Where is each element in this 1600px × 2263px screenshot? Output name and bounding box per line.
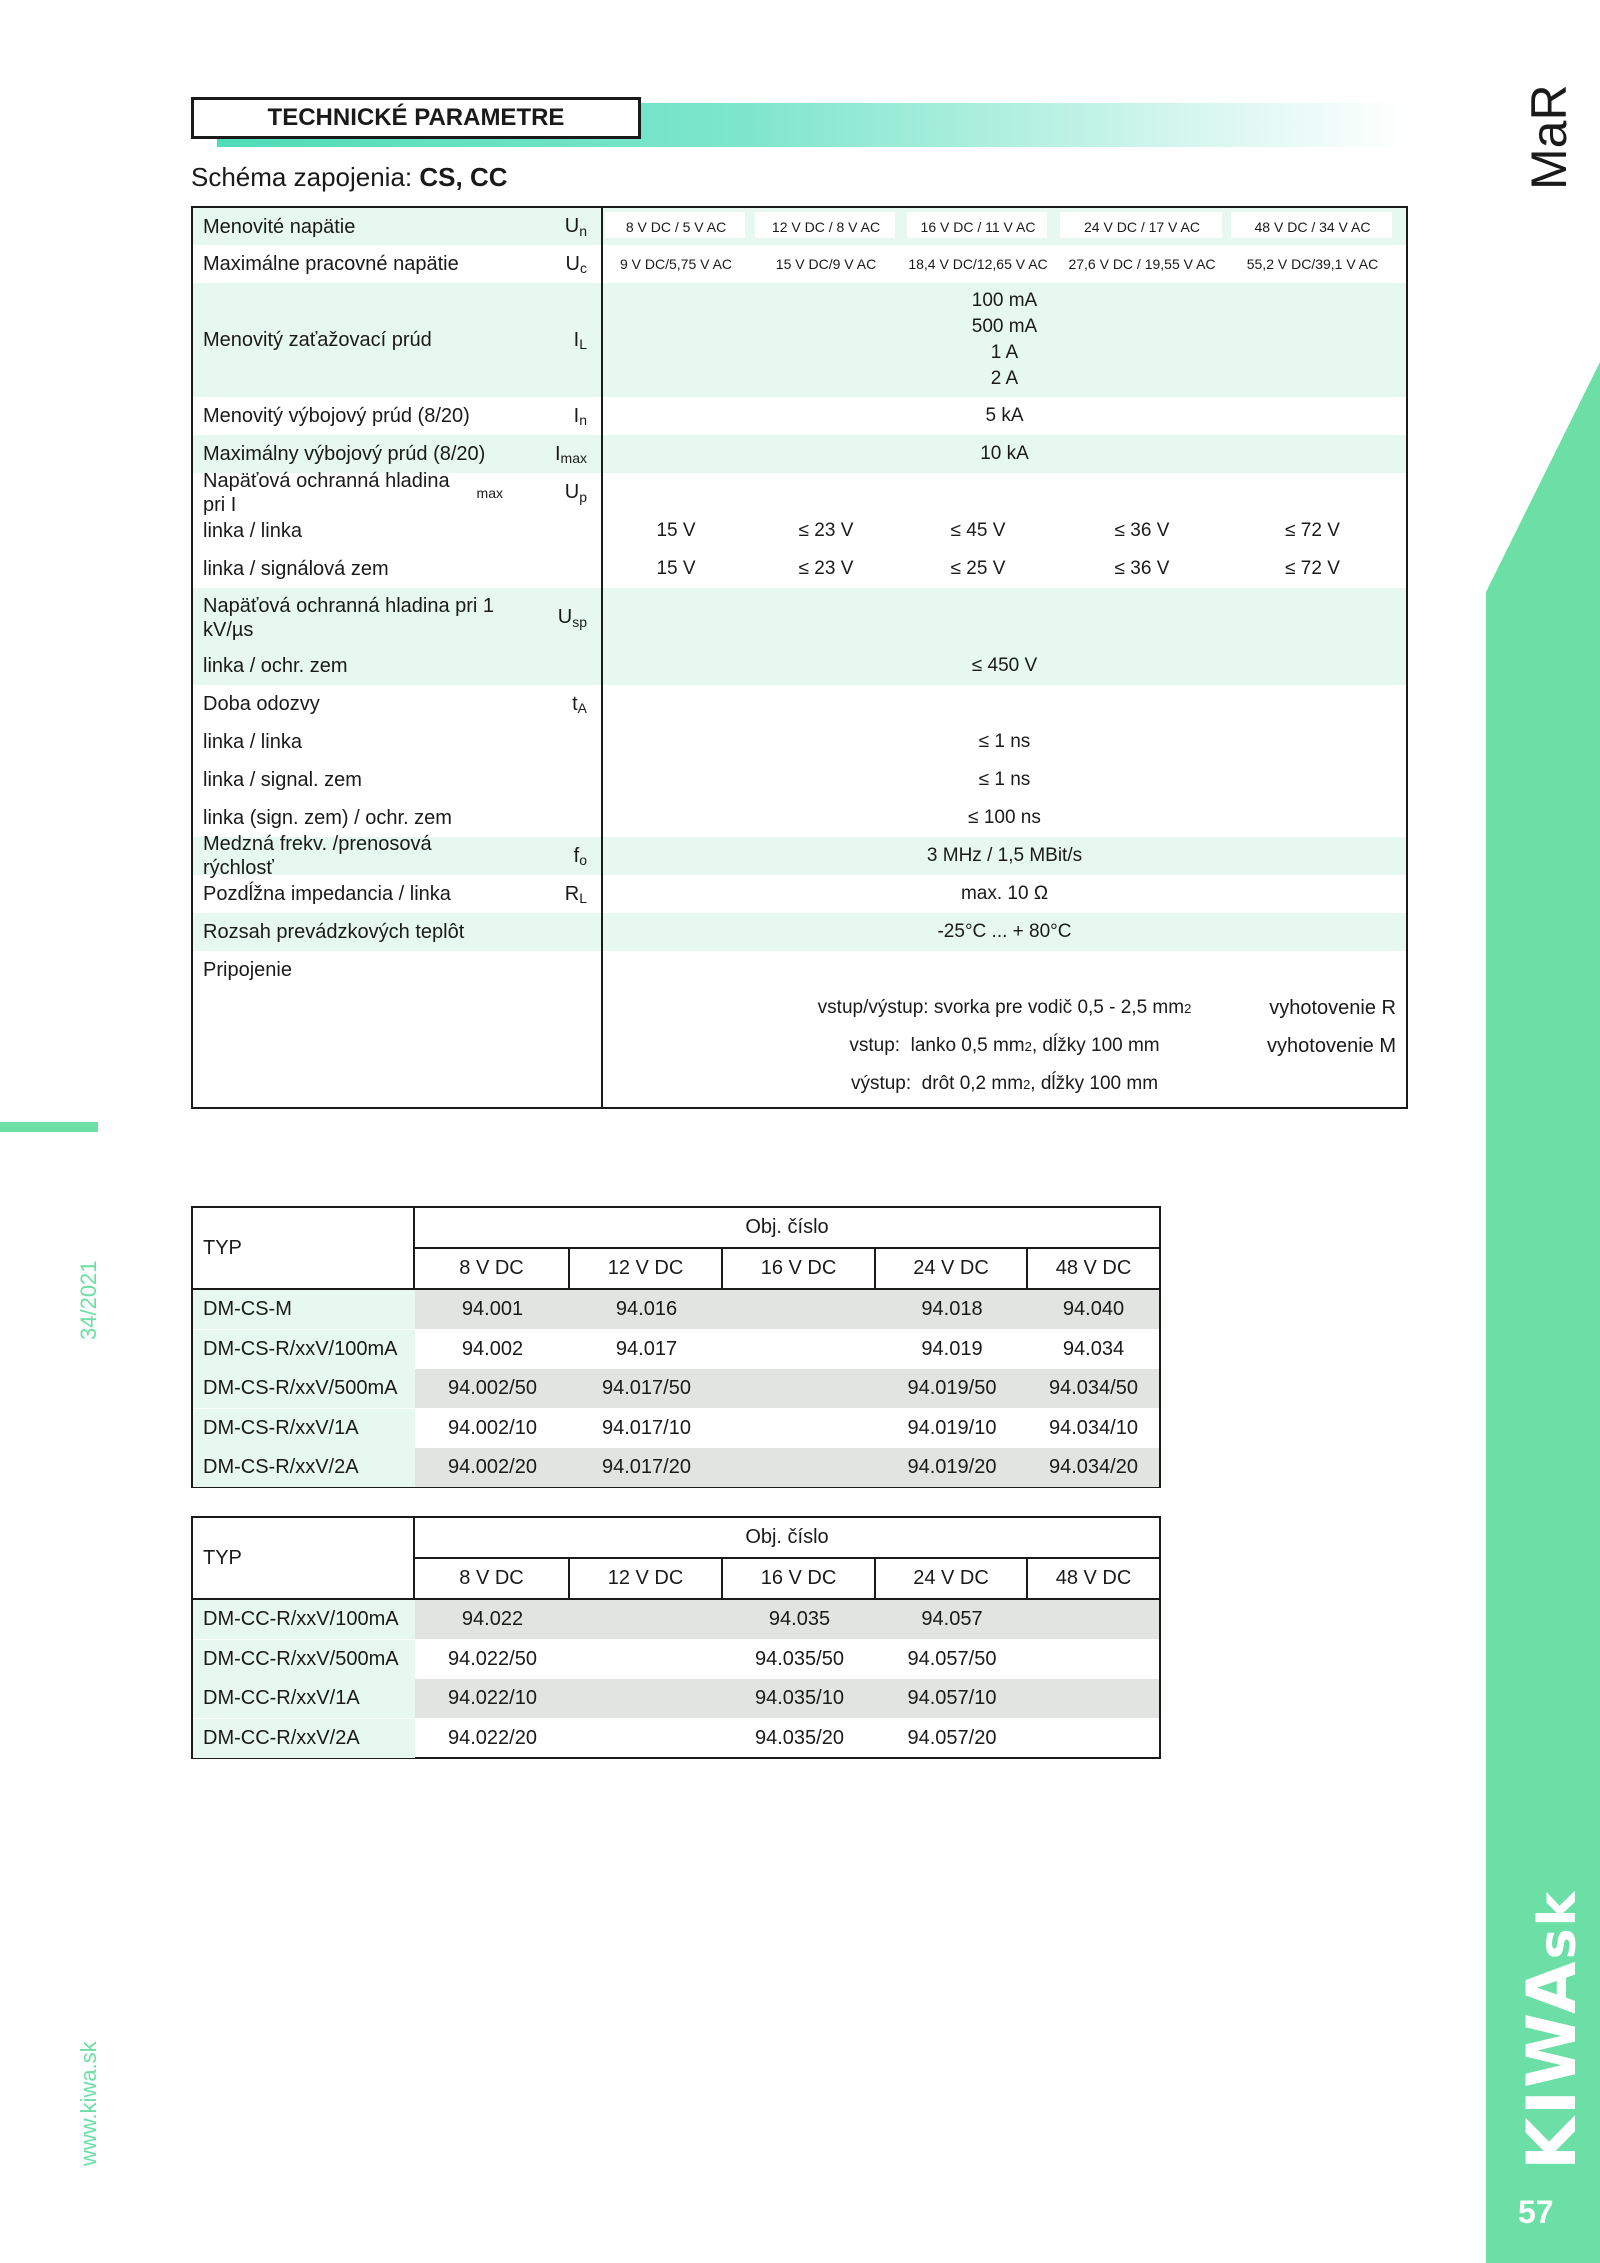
- param-label-text: vyhotovenie M: [1267, 1035, 1396, 1057]
- param-value-superscript: 2: [1023, 1076, 1031, 1092]
- column-header: 8 V DC: [415, 1559, 570, 1598]
- param-value: ≤ 36 V: [1114, 520, 1170, 541]
- order-number-cell: [570, 1640, 723, 1679]
- logo-text: KIWA: [1513, 1959, 1592, 2170]
- symbol-subscript: max: [560, 450, 587, 466]
- param-value: [603, 647, 1406, 685]
- param-label-text: Napäťová ochranná hladina pri 1 kV/µs: [203, 594, 495, 641]
- param-label: [203, 283, 503, 397]
- table-row: [193, 1719, 1159, 1758]
- column-header: 24 V DC: [876, 1559, 1028, 1598]
- parameters-table: [191, 206, 1408, 1109]
- param-value: 9 V DC/5,75 V AC: [619, 256, 733, 272]
- order-number-cell: 94.002/10: [448, 1416, 537, 1439]
- order-number-cell: 94.035/20: [755, 1726, 844, 1749]
- order-number-cell: [1028, 1600, 1159, 1639]
- order-table-cs: [191, 1206, 1161, 1488]
- symbol-subscript: o: [579, 852, 587, 868]
- param-label: [203, 723, 503, 761]
- param-label: [203, 647, 503, 685]
- row-value-bg: [603, 951, 1406, 989]
- param-label: [203, 685, 503, 723]
- group-header: Obj. číslo: [415, 1518, 1159, 1559]
- column-header: 12 V DC: [570, 1249, 723, 1288]
- param-value: [603, 761, 1406, 799]
- row-type-name: DM-CC-R/xxV/2A: [193, 1719, 415, 1758]
- order-number-cell: [1028, 1719, 1159, 1758]
- param-value: ≤ 36 V: [1114, 558, 1170, 579]
- order-number-cell: 94.019/10: [907, 1416, 997, 1439]
- column-header: 48 V DC: [1055, 1257, 1132, 1279]
- page-number: 57: [1518, 2194, 1554, 2230]
- order-number-cell: 94.016: [615, 1298, 678, 1320]
- order-number-cell: 94.022/10: [448, 1687, 537, 1709]
- order-number-cell: 94.002/50: [448, 1377, 537, 1399]
- row-type-name: DM-CS-R/xxV/500mA: [193, 1369, 415, 1408]
- param-value-line: 2 A: [990, 368, 1019, 389]
- param-label: [203, 397, 503, 435]
- symbol-letter: f: [573, 844, 580, 867]
- param-value-text: výstup: drôt 0,2 mm: [850, 1073, 1024, 1094]
- order-number-cell: 94.035/10: [755, 1687, 844, 1709]
- symbol-letter: I: [573, 328, 580, 351]
- param-value: [603, 799, 1406, 837]
- param-label-text: Maximálny výbojový prúd (8/20): [203, 443, 486, 465]
- param-value: [603, 989, 1406, 1027]
- param-row: [193, 512, 1406, 550]
- symbol-letter: U: [564, 481, 580, 503]
- param-row: [193, 647, 1406, 685]
- order-number-cell: 94.022/50: [448, 1647, 537, 1670]
- param-value: 12 V DC / 8 V AC: [771, 218, 881, 235]
- order-number-cell: 94.017: [615, 1337, 678, 1360]
- order-number-cell: 94.034/20: [1049, 1456, 1138, 1478]
- order-number-cell: 94.001: [461, 1298, 524, 1320]
- param-symbol: [558, 588, 587, 647]
- symbol-subscript: L: [579, 890, 587, 906]
- param-label: [203, 951, 503, 989]
- param-row: [193, 588, 1406, 647]
- symbol-subscript: c: [580, 260, 587, 276]
- param-label-text: Doba odozvy: [203, 693, 320, 715]
- param-row: [193, 1065, 1406, 1103]
- param-label-text: linka (sign. zem) / ochr. zem: [203, 807, 452, 829]
- logo-suffix: sk: [1528, 1889, 1588, 1960]
- param-row: [193, 469, 1406, 516]
- row-type-name: DM-CS-R/xxV/2A: [193, 1448, 415, 1487]
- param-symbol: [565, 208, 587, 245]
- param-value-text: ≤ 1 ns: [978, 769, 1031, 790]
- symbol-letter: t: [572, 692, 578, 715]
- param-label-text: linka / signálová zem: [203, 558, 389, 580]
- symbol-letter: U: [565, 252, 580, 275]
- param-label-text: linka / signal. zem: [203, 769, 362, 791]
- param-value-text: 5 kA: [985, 405, 1024, 426]
- symbol-letter: R: [564, 882, 580, 905]
- table-row: [193, 1369, 1159, 1408]
- param-label-text: Rozsah prevádzkových teplôt: [203, 921, 465, 943]
- param-value-rest: , dĺžky 100 mm: [1030, 1073, 1159, 1094]
- param-symbol: [572, 685, 587, 723]
- typ-header: TYP: [193, 1518, 415, 1598]
- order-number-cell: 94.019: [921, 1337, 983, 1360]
- order-number-cell: 94.018: [921, 1298, 983, 1320]
- issue-label: 34/2021: [76, 1260, 101, 1340]
- param-label-text: Maximálne pracovné napätie: [203, 253, 459, 275]
- param-value: [603, 837, 1406, 875]
- param-value: [603, 435, 1406, 473]
- param-label: [203, 761, 503, 799]
- param-value: ≤ 23 V: [798, 558, 854, 579]
- param-symbol: [574, 283, 587, 397]
- order-number-cell: 94.002/20: [448, 1456, 537, 1478]
- symbol-letter: U: [564, 215, 580, 237]
- param-symbol: [565, 875, 587, 913]
- param-value: 55,2 V DC/39,1 V AC: [1246, 256, 1379, 272]
- website-label: www.kiwa.sk: [76, 2041, 101, 2166]
- param-value: 15 V: [656, 520, 696, 541]
- table-divider: [601, 208, 603, 1107]
- param-value-text: 10 kA: [980, 443, 1029, 464]
- param-value: 16 V DC / 11 V AC: [920, 218, 1036, 235]
- param-label: [203, 833, 503, 879]
- param-label: [203, 435, 503, 473]
- table-row: [193, 1330, 1159, 1369]
- row-label-bg: [193, 1065, 601, 1103]
- section-label: MaR: [1521, 84, 1577, 190]
- order-table-cc: [191, 1516, 1161, 1759]
- left-accent-bar: [0, 1122, 98, 1132]
- column-header: 8 V DC: [415, 1249, 570, 1288]
- param-row: [193, 685, 1406, 723]
- table-row: [193, 1290, 1159, 1329]
- param-value-text: vstup/výstup: svorka pre vodič 0,5 - 2,5 mm: [817, 997, 1185, 1018]
- param-value: [603, 723, 1406, 761]
- kiwa-logo: [1513, 1890, 1592, 2170]
- param-value-line: 500 mA: [971, 316, 1038, 337]
- param-label-text: Pripojenie: [203, 959, 292, 981]
- order-number-cell: 94.034/50: [1049, 1377, 1138, 1399]
- param-label-text: Menovitý zaťažovací prúd: [203, 329, 432, 351]
- order-number-cell: [723, 1448, 876, 1487]
- param-value: 15 V: [656, 558, 696, 579]
- param-value: [603, 875, 1406, 913]
- param-symbol: [555, 435, 587, 473]
- symbol-letter: I: [573, 404, 580, 427]
- order-number-cell: 94.022/20: [448, 1726, 537, 1749]
- table-row: [193, 1409, 1159, 1448]
- param-value-rest: , dĺžky 100 mm: [1031, 1035, 1160, 1056]
- row-value-bg: [603, 588, 1406, 647]
- param-value: [603, 1065, 1406, 1103]
- row-label-bg: [193, 1027, 601, 1065]
- column-header: 48 V DC: [1055, 1567, 1132, 1589]
- param-value-line: 1 A: [990, 342, 1019, 363]
- param-row: [193, 875, 1406, 913]
- param-value: 48 V DC / 34 V AC: [1254, 218, 1371, 235]
- param-label: [203, 512, 503, 550]
- param-label: [203, 245, 503, 283]
- param-value-superscript: 2: [1184, 1000, 1192, 1016]
- table-header: [193, 1208, 1159, 1290]
- param-label-text: Pozdĺžna impedancia / linka: [203, 883, 451, 905]
- row-type-name: DM-CC-R/xxV/500mA: [193, 1640, 415, 1679]
- param-value: [603, 397, 1406, 435]
- order-number-cell: [723, 1369, 876, 1408]
- order-number-cell: [570, 1600, 723, 1639]
- order-number-cell: 94.017/20: [602, 1456, 691, 1478]
- param-row: [193, 550, 1406, 588]
- row-type-name: DM-CC-R/xxV/100mA: [193, 1600, 415, 1639]
- symbol-subscript: n: [579, 412, 587, 428]
- param-label-subscript: max: [476, 484, 503, 501]
- param-symbol: [574, 837, 587, 875]
- table-row: [193, 1600, 1159, 1639]
- param-value: 15 V DC/9 V AC: [775, 256, 877, 272]
- order-number-cell: 94.035/50: [755, 1647, 844, 1670]
- param-row: [193, 989, 1406, 1027]
- order-number-cell: [570, 1719, 723, 1758]
- symbol-letter: U: [557, 606, 573, 628]
- param-value: ≤ 23 V: [798, 520, 854, 541]
- order-number-cell: 94.034: [1062, 1337, 1125, 1360]
- symbol-subscript: L: [579, 336, 587, 352]
- param-value-text: max. 10 Ω: [960, 883, 1049, 904]
- param-label: [203, 588, 503, 647]
- param-row: [193, 397, 1406, 435]
- param-row: [193, 723, 1406, 761]
- order-number-cell: 94.057: [921, 1608, 983, 1630]
- param-label-text: Menovitý výbojový prúd (8/20): [203, 405, 470, 427]
- param-row: [193, 913, 1406, 951]
- schema-prefix: Schéma zapojenia:: [191, 162, 413, 192]
- order-number-cell: 94.019/50: [907, 1377, 997, 1399]
- param-row: [193, 208, 1406, 245]
- symbol-subscript: sp: [572, 613, 587, 630]
- param-value-text: vstup: lanko 0,5 mm: [849, 1035, 1025, 1056]
- param-value-text: -25°C ... + 80°C: [937, 921, 1072, 942]
- order-number-cell: 94.022: [461, 1608, 524, 1630]
- schema-line: [191, 162, 508, 193]
- schema-value: CS, CC: [419, 162, 508, 192]
- param-row: [193, 245, 1406, 283]
- symbol-subscript: n: [579, 222, 587, 239]
- param-row: [193, 833, 1406, 879]
- param-symbol: [565, 473, 587, 512]
- param-value: [603, 1027, 1406, 1065]
- param-value: ≤ 72 V: [1285, 520, 1340, 541]
- param-value: 8 V DC / 5 V AC: [625, 218, 727, 235]
- row-value-bg: [603, 685, 1406, 723]
- param-symbol: [574, 397, 587, 435]
- param-label: [203, 875, 503, 913]
- order-number-cell: [570, 1679, 723, 1718]
- order-number-cell: 94.057/20: [907, 1726, 997, 1749]
- column-header: 16 V DC: [723, 1249, 876, 1288]
- param-label: [203, 208, 503, 245]
- order-number-cell: 94.057/10: [907, 1687, 997, 1709]
- param-label: [203, 469, 503, 516]
- param-row: [193, 435, 1406, 473]
- typ-header: TYP: [193, 1208, 415, 1288]
- param-value-text: ≤ 100 ns: [968, 807, 1041, 828]
- symbol-letter: I: [554, 442, 561, 465]
- order-number-cell: 94.057/50: [907, 1647, 997, 1670]
- table-row: [193, 1679, 1159, 1718]
- param-label-text: linka / linka: [203, 520, 302, 542]
- table-row: [193, 1448, 1159, 1487]
- param-label-text: linka / linka: [203, 731, 302, 753]
- order-number-cell: [1028, 1640, 1159, 1679]
- column-header: 24 V DC: [876, 1249, 1028, 1288]
- row-value-bg: [603, 473, 1406, 512]
- row-type-name: DM-CS-R/xxV/100mA: [193, 1330, 415, 1369]
- param-value: [603, 913, 1406, 951]
- order-number-cell: 94.040: [1062, 1298, 1125, 1320]
- row-type-name: DM-CS-R/xxV/1A: [193, 1409, 415, 1448]
- param-row: [193, 283, 1406, 397]
- param-row: [193, 1027, 1406, 1065]
- order-number-cell: 94.034/10: [1049, 1416, 1138, 1439]
- symbol-subscript: p: [579, 488, 587, 505]
- order-number-cell: 94.035: [768, 1608, 831, 1630]
- order-number-cell: [723, 1290, 876, 1329]
- param-value: 24 V DC / 17 V AC: [1084, 218, 1200, 235]
- param-value-line: 100 mA: [971, 290, 1038, 311]
- order-number-cell: [1028, 1679, 1159, 1718]
- param-label-text: Medzná frekv. /prenosová rýchlosť: [203, 833, 432, 879]
- column-header: 12 V DC: [570, 1559, 723, 1598]
- param-label-text: Menovité napätie: [203, 215, 356, 238]
- section-heading: TECHNICKÉ PARAMETRE: [191, 97, 641, 139]
- param-value: ≤ 45 V: [950, 520, 1006, 541]
- symbol-subscript: A: [577, 700, 587, 716]
- param-value: ≤ 72 V: [1285, 558, 1340, 579]
- table-row: [193, 1640, 1159, 1679]
- param-row: [193, 761, 1406, 799]
- param-value-text: 3 MHz / 1,5 MBit/s: [926, 845, 1083, 866]
- param-symbol: [566, 245, 587, 283]
- column-header: 16 V DC: [723, 1559, 876, 1598]
- param-value: 18,4 V DC/12,65 V AC: [908, 256, 1048, 272]
- param-value-superscript: 2: [1024, 1038, 1032, 1054]
- order-number-cell: 94.019/20: [907, 1456, 997, 1478]
- order-number-cell: [723, 1330, 876, 1369]
- param-row: [193, 951, 1406, 989]
- row-type-name: DM-CS-M: [193, 1290, 415, 1329]
- param-value: ≤ 25 V: [950, 558, 1006, 579]
- param-label-text: vyhotovenie R: [1269, 997, 1396, 1019]
- param-label: [203, 550, 503, 588]
- param-label: [203, 913, 503, 951]
- table-header: [193, 1518, 1159, 1600]
- param-value: [603, 283, 1406, 397]
- order-number-cell: [723, 1409, 876, 1448]
- param-label-text: linka / ochr. zem: [203, 655, 348, 677]
- group-header: Obj. číslo: [415, 1208, 1159, 1249]
- param-label-text: Napäťová ochranná hladina pri I: [203, 469, 450, 516]
- row-type-name: DM-CC-R/xxV/1A: [193, 1679, 415, 1718]
- order-number-cell: 94.017/10: [602, 1416, 691, 1439]
- param-value-text: ≤ 1 ns: [978, 731, 1031, 752]
- row-label-bg: [193, 989, 601, 1027]
- param-value-text: ≤ 450 V: [971, 655, 1038, 676]
- order-number-cell: 94.017/50: [602, 1377, 691, 1399]
- param-value: 27,6 V DC / 19,55 V AC: [1068, 256, 1216, 272]
- order-number-cell: 94.002: [461, 1337, 524, 1360]
